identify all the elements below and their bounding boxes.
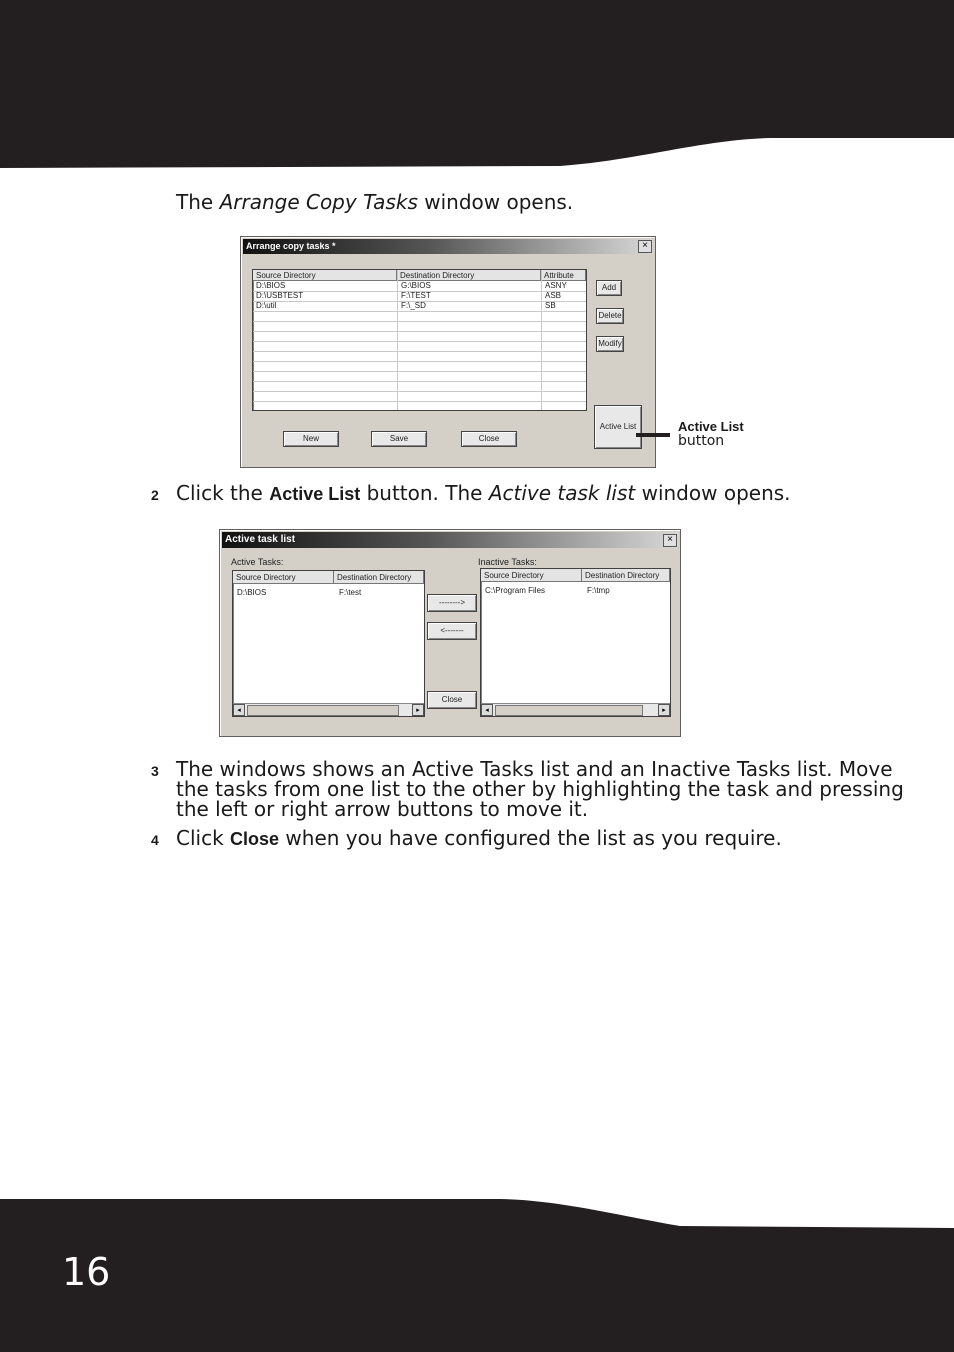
new-button[interactable]: New <box>283 431 339 447</box>
table-cell[interactable]: F:\_SD <box>401 301 426 310</box>
step2-pre: Click the <box>176 481 270 505</box>
step4-text <box>176 828 782 849</box>
column-header-destination[interactable]: Destination Directory <box>397 270 541 281</box>
step2-bold: Active List <box>269 484 361 504</box>
step2-post: window opens. <box>635 481 791 505</box>
step4-post: when you have configured the list as you require. <box>279 826 782 850</box>
row-divider <box>253 311 586 312</box>
row-divider <box>253 371 586 372</box>
column-header-source[interactable]: Source Directory <box>253 270 397 281</box>
close-icon[interactable]: × <box>638 240 652 253</box>
callout-line <box>636 433 670 437</box>
active-window-title: Active task list <box>222 532 678 548</box>
move-to-active-button[interactable]: <------- <box>427 622 477 640</box>
close-button[interactable]: Close <box>461 431 517 447</box>
table-cell[interactable]: D:\BIOS <box>256 281 286 290</box>
row-divider <box>253 361 586 362</box>
horizontal-scrollbar[interactable] <box>233 703 424 716</box>
inactive-tasks-label: Inactive Tasks: <box>478 557 537 567</box>
callout-title: Active List <box>678 419 744 434</box>
column-header-source[interactable]: Source Directory <box>233 571 334 584</box>
scrollbar-thumb[interactable] <box>495 705 643 716</box>
table-cell[interactable]: D:\BIOS <box>237 588 267 597</box>
column-header-destination[interactable]: Destination Directory <box>582 569 670 582</box>
step3-line: the tasks from one list to the other by highlighting the task and pressing <box>176 777 904 801</box>
row-divider <box>253 321 586 322</box>
column-header-destination[interactable]: Destination Directory <box>334 571 424 584</box>
step2-mid: button. The <box>360 481 489 505</box>
step2-italic: Active task list <box>488 481 636 505</box>
inactive-tasks-list[interactable] <box>480 568 671 717</box>
table-cell[interactable]: F:\TEST <box>401 291 431 300</box>
active-list-button[interactable]: Active List <box>594 405 642 449</box>
active-tasks-label: Active Tasks: <box>231 557 284 567</box>
close-button[interactable]: Close <box>427 691 477 709</box>
intro-window-name: Arrange Copy Tasks <box>219 190 418 214</box>
row-divider <box>253 351 586 352</box>
footer-band <box>0 1196 954 1352</box>
header-band <box>0 0 954 175</box>
step-number: 4 <box>151 832 159 848</box>
scroll-left-icon[interactable]: ◂ <box>233 704 245 716</box>
step3-line: the left or right arrow buttons to move it. <box>176 797 589 821</box>
horizontal-scrollbar[interactable] <box>481 703 670 716</box>
intro-post: window opens. <box>417 190 574 214</box>
step2-text <box>176 483 791 504</box>
copy-tasks-list[interactable] <box>252 269 587 411</box>
callout-label <box>678 419 744 449</box>
arrange-window-title: Arrange copy tasks * <box>243 239 653 254</box>
active-tasks-list[interactable] <box>232 570 425 717</box>
table-cell[interactable]: SB <box>545 301 556 310</box>
table-cell[interactable]: C:\Program Files <box>485 586 546 595</box>
callout-subtitle: button <box>678 433 725 449</box>
table-cell[interactable]: F:\tmp <box>587 586 610 595</box>
scroll-right-icon[interactable]: ▸ <box>412 704 424 716</box>
scroll-left-icon[interactable]: ◂ <box>481 704 493 716</box>
table-cell[interactable]: G:\BIOS <box>401 281 431 290</box>
arrange-copy-tasks-window <box>240 236 656 468</box>
column-header-attribute[interactable]: Attribute <box>541 270 586 281</box>
row-divider <box>253 341 586 342</box>
scroll-right-icon[interactable]: ▸ <box>658 704 670 716</box>
close-icon[interactable]: × <box>663 534 677 547</box>
column-header-source[interactable]: Source Directory <box>481 569 582 582</box>
step3-line: The windows shows an Active Tasks list and an Inactive Tasks list. Move <box>176 757 893 781</box>
delete-button[interactable]: Delete <box>596 308 624 324</box>
active-task-list-window <box>219 529 681 737</box>
move-to-inactive-button[interactable]: --------> <box>427 594 477 612</box>
modify-button[interactable]: Modify <box>596 336 624 352</box>
table-cell[interactable]: ASNY <box>545 281 567 290</box>
intro-text <box>176 192 573 212</box>
save-button[interactable]: Save <box>371 431 427 447</box>
table-cell[interactable]: D:\USBTEST <box>256 291 304 300</box>
step4-pre: Click <box>176 826 231 850</box>
table-cell[interactable]: ASB <box>545 291 562 300</box>
row-divider <box>253 331 586 332</box>
intro-pre: The <box>176 190 220 214</box>
table-cell[interactable]: D:\util <box>256 301 277 310</box>
step-number: 3 <box>151 763 159 779</box>
row-divider <box>253 381 586 382</box>
scrollbar-thumb[interactable] <box>247 705 399 716</box>
add-button[interactable]: Add <box>596 280 622 296</box>
page-number: 16 <box>62 1250 111 1294</box>
row-divider <box>253 401 586 402</box>
step-number: 2 <box>151 487 159 503</box>
table-cell[interactable]: F:\test <box>339 588 362 597</box>
row-divider <box>253 391 586 392</box>
step4-bold: Close <box>230 829 280 849</box>
